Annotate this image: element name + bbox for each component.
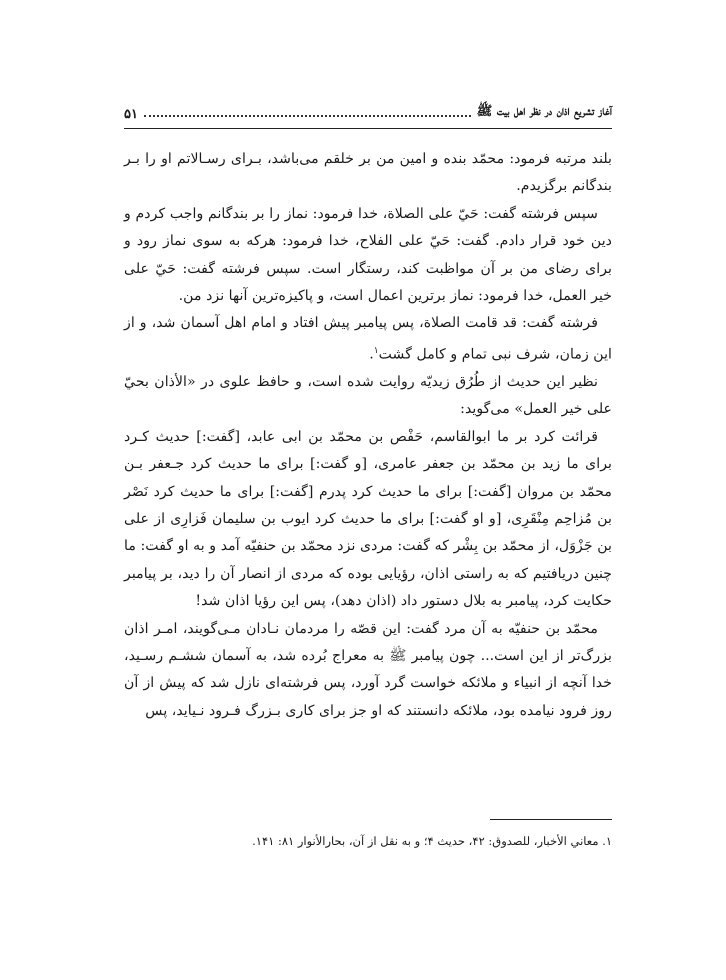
header-dot-leader (144, 114, 471, 117)
paragraph: محمّد بن حنفیّه به آن مرد گفت: این قصّه را مردمان نـادان مـی‌گویند، امـر اذان بزرگ‌تر از این است... چون پیامبر ﷺ به معراج بُرده شد، به آسمان ششـم رسـید، خدا آنچه از انبیاء و ملائکه خواست گرد آورد، پس فرشته‌ای نازل شد که پیش از آن روز فرود نیامده بود، ملائکه دانستند که او جز برای کاری بـزرگ فـرود نـیاید، پس (124, 620, 612, 719)
running-header (124, 96, 612, 122)
footnote: ۱. معاني الأخبار، للصدوق: ۴۲، حدیث ۴؛ و به نقل از آن، بحارالأنوار ۸۱: ۱۴۱. (252, 834, 612, 848)
header-divider (124, 128, 612, 129)
paragraph: سپس فرشته گفت: حَيّ علی الصلاة، خدا فرمود: نماز را بر بندگانم واجب کردم و دین خود قرار دادم. گفت: حَيّ علی الفلاح، خدا فرمود: هرکه به سوی نماز رود و برای رضای من بر آن مواظبت کند، رستگار است. سپس فرشته گفت: حَيّ علی خیر العمل، خدا فرمود: نماز برترین اعمال است، و پاکیزه‌ترین آنها نزد من. (124, 205, 612, 305)
footnote-divider (490, 819, 612, 820)
paragraph: قرائت کرد بر ما ابوالقاسم، حَفْص بن محمّد بن ابی عابد، [گفت:] حدیث کـرد برای ما زید بن محمّد بن جعفر عامری، [و گفت:] برای ما حدیث کرد جـعفر بـن محمّد بن مروان [گفت:] برای ما حدیث کرد پدرم [گفت:] برای ما حدیث کرد نَصْر بن مُزاحِم مِنْقَرِی، [و او گفت:] برای ما حدیث کرد ایوب بن سلیمان فَزارِی از علی بن جَزْوَل، از محمّد بن بِشْر که گفت: مردی نزد محمّد بن حنفیّه آمد و به او گفت: ما چنین دریافتیم که به راستی اذان، رؤیایی بوده که مردی از انصار آن را دید، بر پیامبر حکایت کرد، پیامبر به بلال دستور داد (اذان دهد)، پس این رؤیا اذان شد! (124, 428, 612, 610)
paragraph-text: فرشته گفت: قد قامت الصلاة، پس پیامبر پیش افتاد و امام اهل آسمان شد، و از این زمان، شرف نبی تمام و کامل گشت (124, 315, 612, 363)
page-number: ۵۱ (124, 107, 138, 122)
chapter-title: آغاز تشریع اذان در نظر اهل بیت ﷺ (476, 104, 612, 119)
paragraph: بلند مرتبه فرمود: محمّد بنده و امین من بر خلقم می‌باشد، بـرای رسـالاتم او را بـر بندگانم برگزیدم. (124, 151, 612, 195)
footnote-marker: ۱ (373, 345, 379, 356)
paragraph: فرشته گفت: قد قامت الصلاة، پس پیامبر پیش افتاد و امام اهل آسمان شد، و از این زمان، شرف نبی تمام و کامل گشت$^۱$. (124, 315, 612, 363)
body-text (124, 146, 612, 725)
paragraph: نظیر این حدیث از طُرُق زیدیّه روایت شده است، و حافظ علوی در «الأذان بحيّ علی خیر العمل» می‌گوید: (124, 373, 612, 418)
